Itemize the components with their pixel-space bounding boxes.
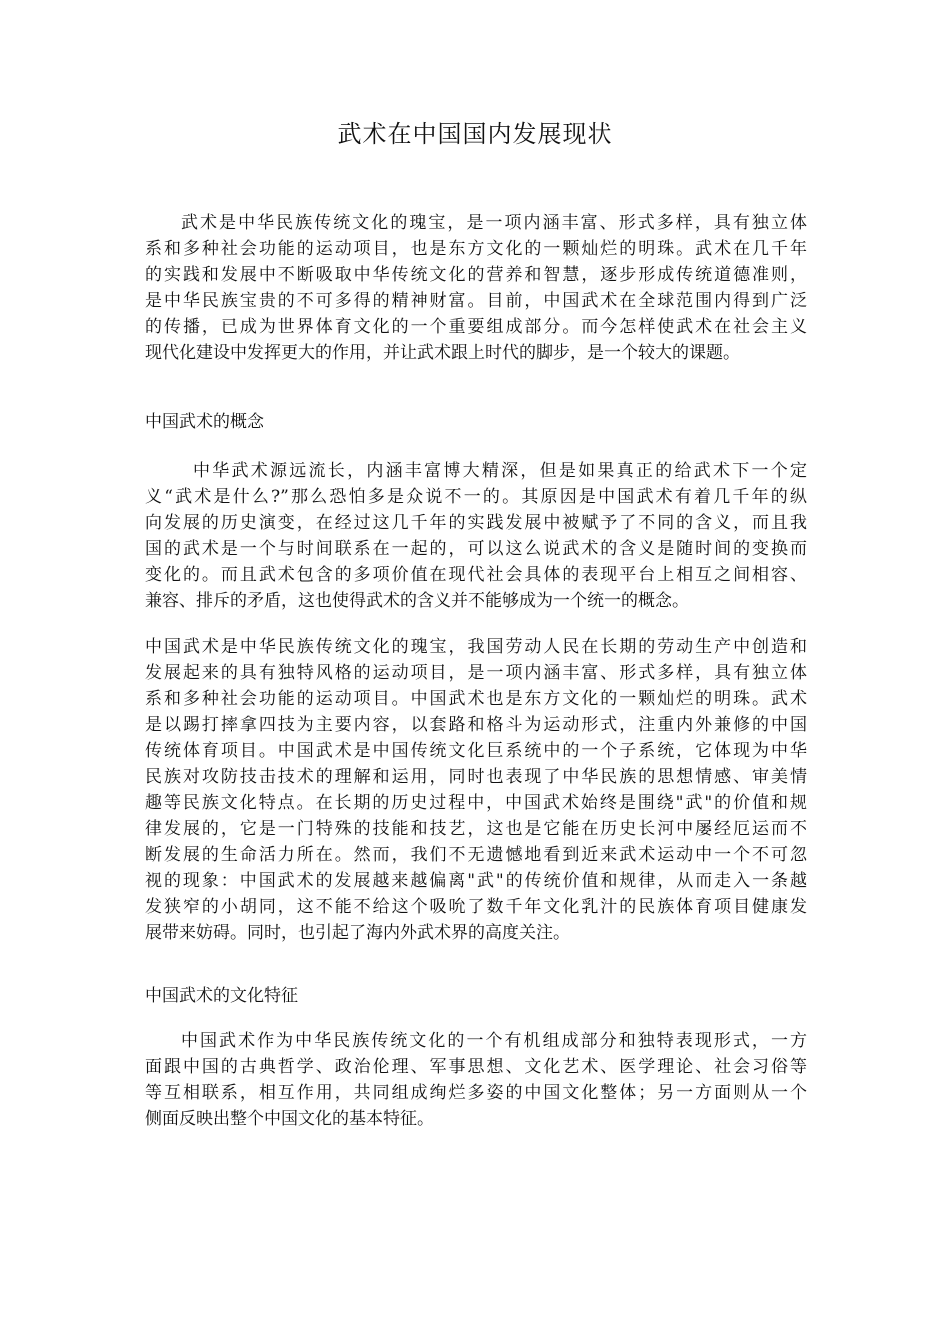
intro-line-2: 系和多种社会功能的运动项目，也是东方文化的一颗灿烂的明珠。武术在几千年 xyxy=(145,239,807,259)
culture-paragraph-1 xyxy=(145,1028,807,1132)
concept-paragraph-1 xyxy=(145,458,807,614)
intro-line-5: 的传播，已成为世界体育文化的一个重要组成部分。而今怎样使武术在社会主义 xyxy=(145,317,807,337)
concept-paragraph-2 xyxy=(145,634,807,946)
concept-p2-line-8: 律发展的，它是一门特殊的技能和技艺，这也是它能在历史长河中屡经厄运而不 xyxy=(145,819,807,839)
concept-p2-line-10: 视的现象：中国武术的发展越来越偏离"武"的传统价值和规律，从而走入一条越 xyxy=(145,871,807,891)
concept-p2-line-9: 断发展的生命活力所在。然而，我们不无遗憾地看到近来武术运动中一个不可忽 xyxy=(145,845,807,865)
section-heading-culture: 中国武术的文化特征 xyxy=(145,986,298,1006)
concept-p2-line-2: 发展起来的具有独特风格的运动项目，是一项内涵丰富、形式多样，具有独立体 xyxy=(145,663,807,683)
intro-paragraph xyxy=(145,210,807,366)
culture-p1-line-2: 面跟中国的古典哲学、政治伦理、军事思想、文化艺术、医学理论、社会习俗等 xyxy=(145,1057,807,1077)
concept-p2-line-4: 是以踢打摔拿四技为主要内容，以套路和格斗为运动形式，注重内外兼修的中国 xyxy=(145,715,807,735)
concept-p1-line-3: 向发展的历史演变，在经过这几千年的实践发展中被赋予了不同的含义，而且我 xyxy=(145,513,807,533)
concept-p1-line-6: 兼容、排斥的矛盾，这也使得武术的含义并不能够成为一个统一的概念。 xyxy=(145,591,689,611)
concept-p2-line-5: 传统体育项目。中国武术是中国传统文化巨系统中的一个子系统，它体现为中华 xyxy=(145,741,807,761)
concept-p1-line-1: 中华武术源远流长，内涵丰富博大精深，但是如果真正的给武术下一个定 xyxy=(193,461,807,481)
section-heading-concept: 中国武术的概念 xyxy=(145,412,264,432)
concept-p2-line-7: 趣等民族文化特点。在长期的历史过程中，中国武术始终是围绕"武"的价值和规 xyxy=(145,793,807,813)
intro-line-3: 的实践和发展中不断吸取中华传统文化的营养和智慧，逐步形成传统道德准则， xyxy=(145,265,807,285)
concept-p1-line-4: 国的武术是一个与时间联系在一起的，可以这么说武术的含义是随时间的变换而 xyxy=(145,539,807,559)
concept-p2-line-1: 中国武术是中华民族传统文化的瑰宝，我国劳动人民在长期的劳动生产中创造和 xyxy=(145,637,807,657)
culture-p1-line-3: 等互相联系，相互作用，共同组成绚烂多姿的中国文化整体；另一方面则从一个 xyxy=(145,1083,807,1103)
concept-p1-line-2: 义“武术是什么?”那么恐怕多是众说不一的。其原因是中国武术有着几千年的纵 xyxy=(145,487,807,507)
concept-p2-line-11: 发狭窄的小胡同，这不能不给这个吸吮了数千年文化乳汁的民族体育项目健康发 xyxy=(145,897,807,917)
intro-line-4: 是中华民族宝贵的不可多得的精神财富。目前，中国武术在全球范围内得到广泛 xyxy=(145,291,807,311)
culture-p1-line-4: 侧面反映出整个中国文化的基本特征。 xyxy=(145,1109,434,1129)
document-title: 武术在中国国内发展现状 xyxy=(337,120,613,148)
culture-p1-line-1: 中国武术作为中华民族传统文化的一个有机组成部分和独特表现形式，一方 xyxy=(181,1031,807,1051)
intro-line-1: 武术是中华民族传统文化的瑰宝，是一项内涵丰富、形式多样，具有独立体 xyxy=(181,213,807,233)
concept-p1-line-5: 变化的。而且武术包含的多项价值在现代社会具体的表现平台上相互之间相容、 xyxy=(145,565,807,585)
intro-line-6: 现代化建设中发挥更大的作用，并让武术跟上时代的脚步，是一个较大的课题。 xyxy=(145,343,740,363)
concept-p2-line-3: 系和多种社会功能的运动项目。中国武术也是东方文化的一颗灿烂的明珠。武术 xyxy=(145,689,807,709)
concept-p2-line-6: 民族对攻防技击技术的理解和运用，同时也表现了中华民族的思想情感、审美情 xyxy=(145,767,807,787)
concept-p2-line-12: 展带来妨碍。同时，也引起了海内外武术界的高度关注。 xyxy=(145,923,570,943)
